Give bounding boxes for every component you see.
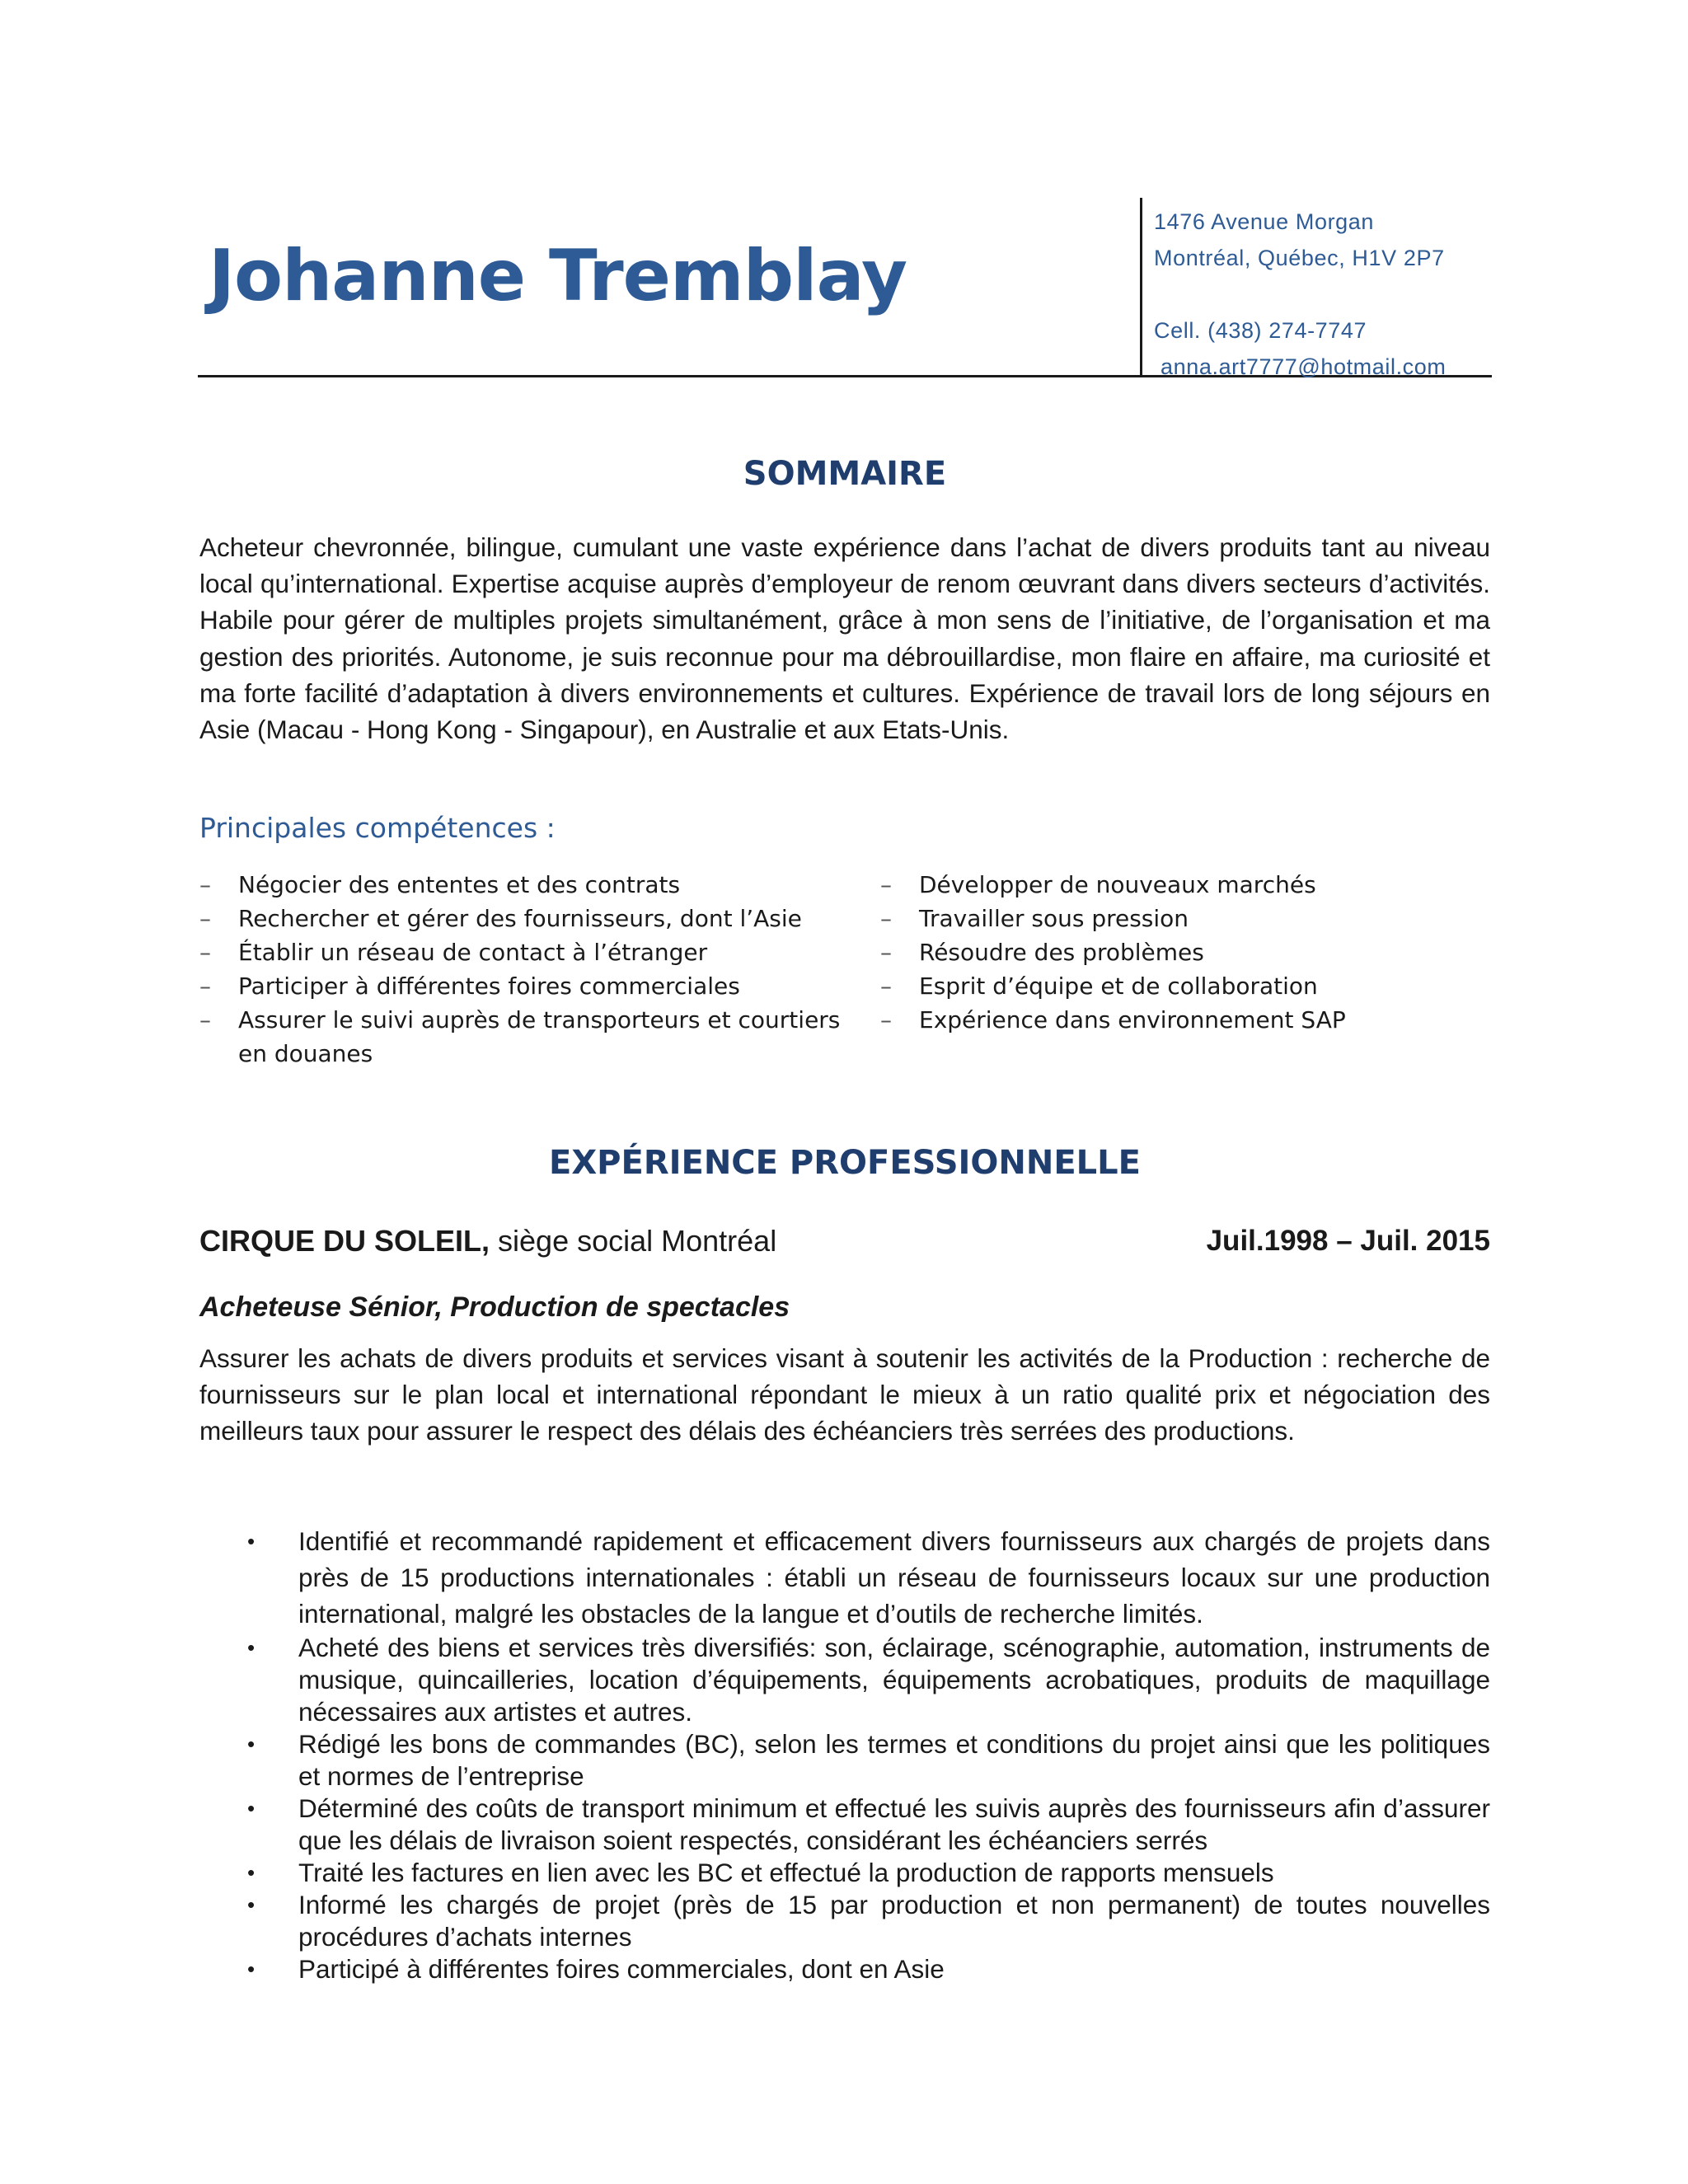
bullet-icon: •	[247, 1957, 256, 1981]
skills-heading: Principales compétences :	[199, 812, 556, 844]
achievement-item: • Identifié et recommandé rapidement et efficacement divers fournisseurs aux chargés de projets dans près de 15 productions internationales : établi un réseau de fournisseurs locaux sur une production international, malgré les obstacles de la langue et d’outils de recherche limités.	[199, 1523, 1490, 1632]
dash-marker: –	[880, 1006, 892, 1033]
email: anna.art7777@hotmail.com	[1160, 354, 1447, 379]
achievement-list	[199, 1523, 1490, 1985]
job-description: Assurer les achats de divers produits et services visant à soutenir les activités de la Production : recherche de fournisseurs sur le plan local et international répondant le mieux à un ratio qualité prix et négociation des meilleurs taux pour assurer le respect des délais des échéanciers très serrées des productions.	[199, 1343, 1490, 1446]
skill-item: – Négocier des ententes et des contrats	[199, 868, 842, 902]
achievement-item: • Participé à différentes foires commerciales, dont en Asie	[247, 1954, 945, 1984]
candidate-name: Johanne Tremblay	[209, 235, 907, 317]
address-line-2: Montréal, Québec, H1V 2P7	[1154, 246, 1445, 270]
dash-marker: –	[880, 939, 892, 966]
skill-item: – Établir un réseau de contact à l’étranger	[199, 935, 842, 969]
dash-marker: –	[199, 939, 211, 966]
dash-marker: –	[880, 905, 892, 932]
header-vertical-divider	[1140, 198, 1142, 377]
skill-item: – Assurer le suivi auprès de transporteurs et courtiers en douanes	[199, 1003, 842, 1071]
dash-marker: –	[880, 972, 892, 1000]
dash-marker: –	[199, 972, 211, 1000]
bullet-icon: •	[247, 1796, 256, 1821]
dash-marker: –	[199, 1006, 211, 1033]
achievement-item: • Déterminé des coûts de transport minimum et effectué les suivis auprès des fournisseurs afin d’assurer que les délais de livraison soient respectés, considérant les échéanciers serrés	[247, 1793, 1490, 1855]
skill-item: – Développer de nouveaux marchés	[880, 868, 1490, 902]
achievement-item: • Rédigé les bons de commandes (BC), selon les termes et conditions du projet ainsi que les politiques et normes de l’entreprise	[247, 1729, 1490, 1791]
employment-dates: Juil.1998 – Juil. 2015	[1206, 1225, 1490, 1257]
company-name: CIRQUE DU SOLEIL,	[199, 1224, 490, 1258]
skill-item: – Expérience dans environnement SAP	[880, 1003, 1490, 1037]
achievement-item: • Traité les factures en lien avec les BC et effectué la production de rapports mensuels	[247, 1858, 1274, 1887]
experience-title: EXPÉRIENCE PROFESSIONNELLE	[549, 1144, 1141, 1182]
skills-list-left	[199, 868, 842, 1071]
dash-marker: –	[199, 905, 211, 932]
achievement-item: • Acheté des biens et services très diversifiés: son, éclairage, scénographie, automation, instruments de musique, quincailleries, location d’équipements, équipements acrobatiques, produits de maquillage nécessaires aux artistes et autres.	[247, 1633, 1490, 1727]
dash-marker: –	[199, 871, 211, 898]
bullet-icon: •	[247, 1635, 256, 1660]
contact-block	[1154, 204, 1447, 385]
skill-item: – Esprit d’équipe et de collaboration	[880, 969, 1490, 1003]
skill-item: – Résoudre des problèmes	[880, 935, 1490, 969]
address-line-1: 1476 Avenue Morgan	[1154, 209, 1375, 234]
bullet-icon: •	[247, 1860, 256, 1885]
summary-paragraph: Acheteur chevronnée, bilingue, cumulant une vaste expérience dans l’achat de divers produits tant au niveau local qu’international. Expertise acquise auprès d’employeur de renom œuvrant dans divers secteurs d’activités. Habile pour gérer de multiples projets simultanément, grâce à mon sens de l’initiative, de l’organisation et ma gestion des priorités. Autonome, je suis reconnue pour ma débrouillardise, mon flaire en affaire, ma curiosité et ma forte facilité d’adaptation à divers environnements et cultures. Expérience de travail lors de long séjours en Asie (Macau - Hong Kong - Singapour), en Australie et aux Etats-Unis.	[199, 532, 1490, 745]
skill-item: – Rechercher et gérer des fournisseurs, dont l’Asie	[199, 902, 842, 935]
company-line	[199, 1222, 1490, 1260]
skill-item: – Travailler sous pression	[880, 902, 1490, 935]
bullet-icon: •	[247, 1732, 256, 1756]
bullet-icon: •	[247, 1529, 256, 1554]
achievement-item: • Informé les chargés de projet (près de 15 par production et non permanent) de toutes nouvelles procédures d’achats internes	[247, 1890, 1490, 1952]
company-location: siège social Montréal	[490, 1224, 777, 1258]
summary-title: SOMMAIRE	[743, 455, 947, 493]
job-title: Acheteuse Sénior, Production de spectacles	[199, 1291, 790, 1323]
contact-spacer	[1154, 276, 1447, 312]
bullet-icon: •	[247, 1892, 256, 1917]
phone: Cell. (438) 274-7747	[1154, 318, 1367, 343]
skill-item: – Participer à différentes foires commerciales	[199, 969, 842, 1003]
skills-list-right	[880, 868, 1490, 1037]
dash-marker: –	[880, 871, 892, 898]
